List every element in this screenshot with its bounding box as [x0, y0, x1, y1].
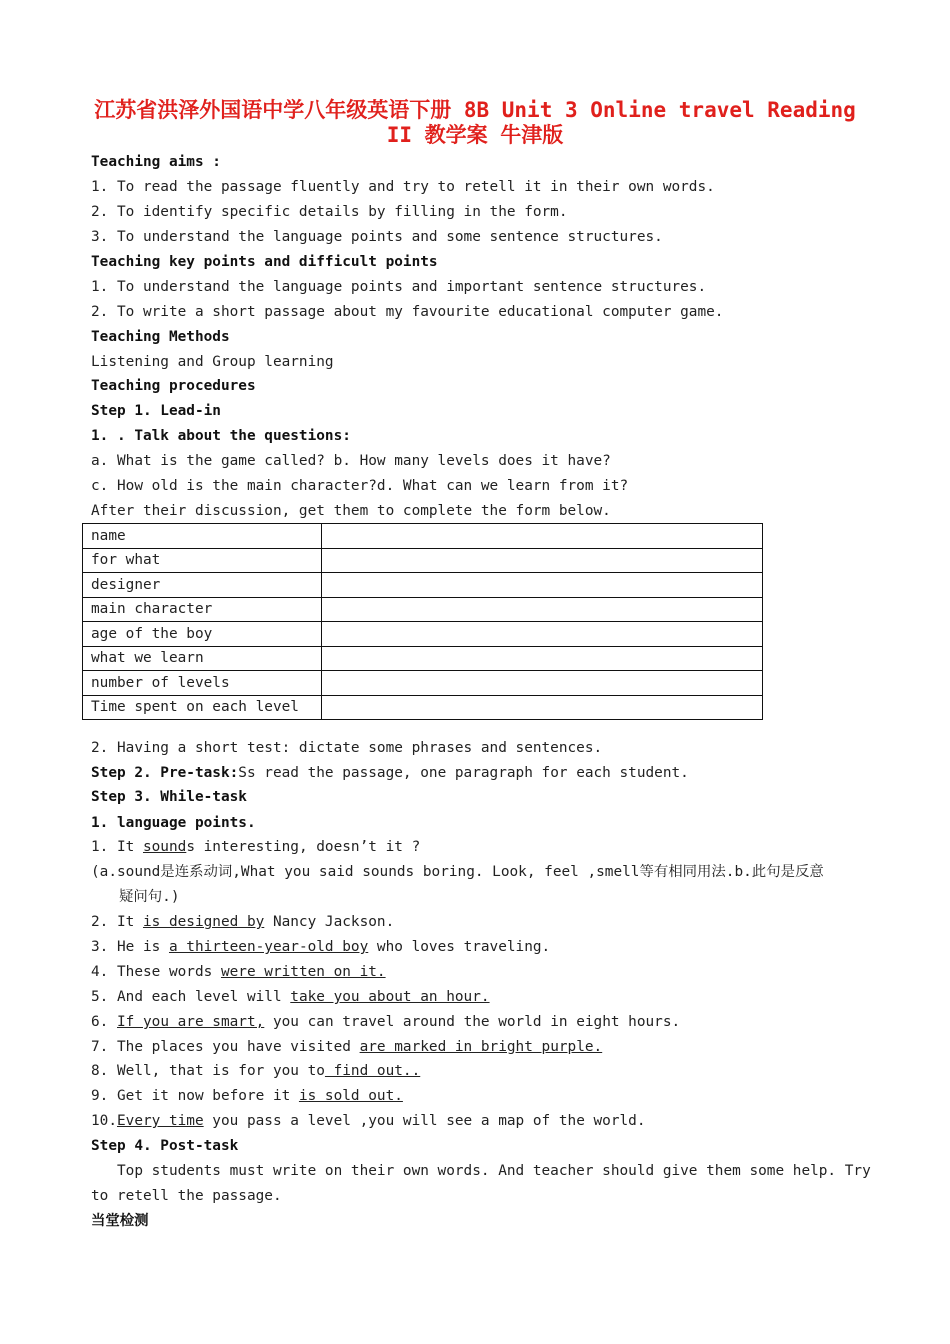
lp-underlined: sound: [142, 839, 187, 855]
form-row-blank: [322, 671, 763, 696]
lp-text: 8. Well, that is for you to: [91, 1063, 325, 1079]
lp-text: Nancy Jackson.: [264, 914, 395, 930]
language-point-1-note-line-2: 疑问句.): [119, 889, 180, 905]
lp-underlined: are marked in bright purple.: [359, 1039, 603, 1055]
lp-underlined: If you are smart,: [117, 1014, 265, 1030]
form-row-blank: [322, 573, 763, 598]
form-row-label: for what: [83, 548, 322, 573]
language-point-3: [91, 937, 550, 957]
step-1-item-2: 2. Having a short test: dictate some phrases and sentences.: [91, 740, 603, 756]
methods-heading: Teaching Methods: [91, 329, 230, 345]
step-2-line: [91, 763, 689, 783]
step-4-text-line-1: Top students must write on their own words. And teacher should give them some help. Try: [91, 1163, 871, 1179]
lp-underlined: is designed by: [142, 914, 265, 930]
step-1-item-1: 1. . Talk about the questions:: [91, 428, 351, 444]
lp-text: 2. It: [91, 914, 143, 930]
language-points-heading: 1. language points.: [91, 815, 256, 831]
form-row-blank: [322, 597, 763, 622]
lp-text: s interesting, doesn’t it ?: [186, 839, 421, 855]
form-row: [83, 597, 763, 622]
language-point-8: [91, 1061, 420, 1081]
lp-text: 10.: [91, 1113, 117, 1129]
title-line-2: II 教学案 牛津版: [386, 123, 564, 147]
aims-heading: Teaching aims :: [91, 154, 221, 170]
procedures-heading: Teaching procedures: [91, 378, 256, 394]
form-row-blank: [322, 622, 763, 647]
language-point-1-note-line-1: (a.sound是连系动词,What you said sounds boring. Look, feel ,smell等有相同用法.b.此句是反意: [91, 864, 824, 880]
game-info-form: [82, 523, 763, 720]
form-row-blank: [322, 646, 763, 671]
step-1-heading: Step 1. Lead-in: [91, 403, 221, 419]
step-3-heading: Step 3. While-task: [91, 789, 247, 805]
document-title: [60, 98, 890, 148]
form-row-label: designer: [83, 573, 322, 598]
language-point-5: [91, 987, 490, 1007]
after-discussion-text: After their discussion, get them to complete the form below.: [91, 503, 611, 519]
language-point-7: [91, 1037, 602, 1057]
key-point-item: 2. To write a short passage about my favourite educational computer game.: [91, 304, 724, 320]
aim-item: 2. To identify specific details by filling in the form.: [91, 204, 568, 220]
step-2-label: Step 2. Pre-task:: [91, 765, 239, 781]
language-point-9: [91, 1086, 403, 1106]
lp-text: 6.: [91, 1014, 117, 1030]
key-points-heading: Teaching key points and difficult points: [91, 254, 438, 270]
lp-text: you can travel around the world in eight hours.: [264, 1014, 681, 1030]
title-line-1: 江苏省洪泽外国语中学八年级英语下册 8B Unit 3 Online travel Reading: [94, 98, 856, 122]
form-row-label: main character: [83, 597, 322, 622]
lp-underlined: is sold out.: [298, 1088, 403, 1104]
lp-underlined: Every time: [117, 1113, 204, 1129]
form-row: [83, 573, 763, 598]
lp-underlined: find out..: [324, 1063, 421, 1079]
form-row-label: number of levels: [83, 671, 322, 696]
language-point-1: [91, 837, 420, 857]
form-row-blank: [322, 524, 763, 549]
language-point-2: [91, 912, 394, 932]
step-4-heading: Step 4. Post-task: [91, 1138, 239, 1154]
in-class-quiz-heading: 当堂检测: [91, 1213, 149, 1229]
lp-text: 7. The places you have visited: [91, 1039, 360, 1055]
form-row-label: name: [83, 524, 322, 549]
question-line-ab: a. What is the game called? b. How many levels does it have?: [91, 453, 611, 469]
aim-item: 3. To understand the language points and some sentence structures.: [91, 229, 663, 245]
step-2-text: Ss read the passage, one paragraph for each student.: [238, 765, 689, 781]
lp-text: 1. It: [91, 839, 143, 855]
lp-underlined: take you about an hour.: [290, 989, 490, 1005]
language-point-6: [91, 1012, 680, 1032]
methods-text: Listening and Group learning: [91, 354, 334, 370]
lp-text: 4. These words: [91, 964, 221, 980]
language-point-10: [91, 1111, 646, 1131]
lp-text: 5. And each level will: [91, 989, 291, 1005]
aim-item: 1. To read the passage fluently and try to retell it in their own words.: [91, 179, 715, 195]
form-row: [83, 695, 763, 720]
question-line-cd: c. How old is the main character?d. What can we learn from it?: [91, 478, 629, 494]
language-point-4: [91, 962, 386, 982]
form-row-label: age of the boy: [83, 622, 322, 647]
form-row: [83, 524, 763, 549]
lp-underlined: a thirteen-year-old boy: [168, 939, 369, 955]
lp-text: 9. Get it now before it: [91, 1088, 299, 1104]
form-row-blank: [322, 548, 763, 573]
key-point-item: 1. To understand the language points and important sentence structures.: [91, 279, 707, 295]
step-4-text-line-2: to retell the passage.: [91, 1188, 282, 1204]
lp-underlined: were written on it.: [220, 964, 386, 980]
lp-text: 3. He is: [91, 939, 169, 955]
form-row: [83, 646, 763, 671]
form-row: [83, 671, 763, 696]
lp-text: you pass a level ,you will see a map of the world.: [203, 1113, 646, 1129]
lp-text: who loves traveling.: [368, 939, 551, 955]
form-row-label: what we learn: [83, 646, 322, 671]
form-row-label: Time spent on each level: [83, 695, 322, 720]
form-row-blank: [322, 695, 763, 720]
form-row: [83, 622, 763, 647]
form-row: [83, 548, 763, 573]
